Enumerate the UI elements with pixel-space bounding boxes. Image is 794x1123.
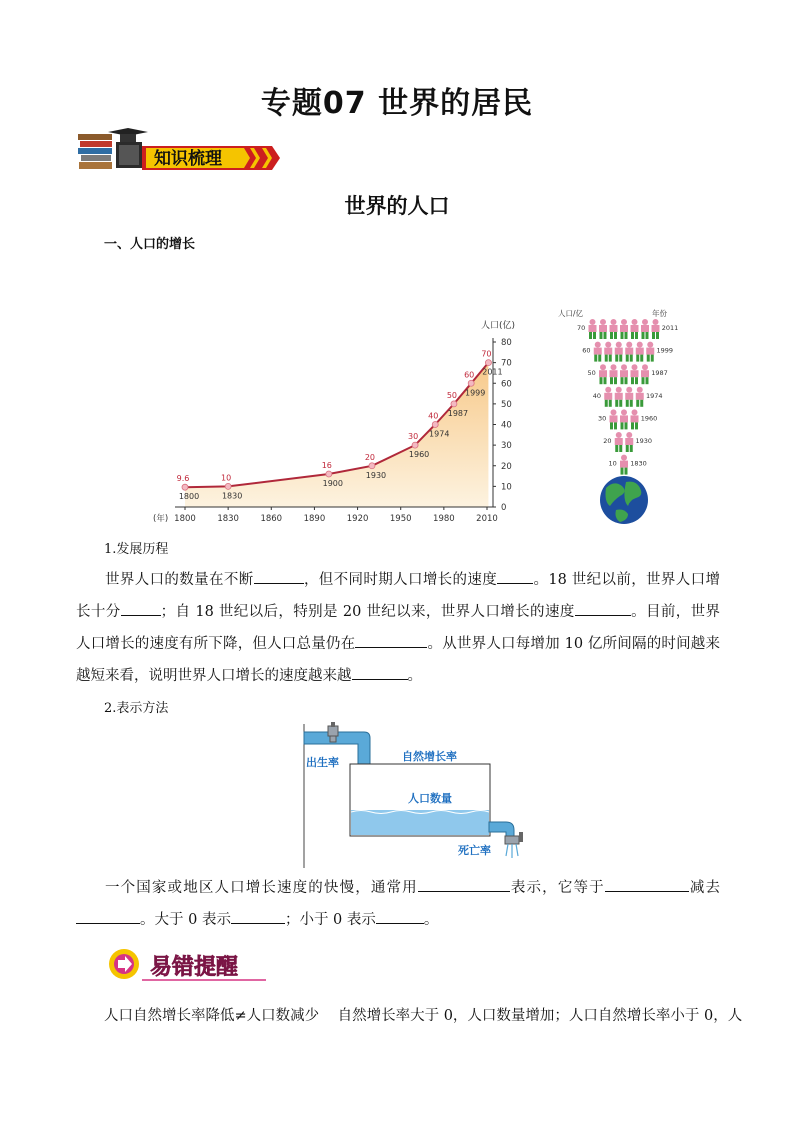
data-year-label: 2011 bbox=[482, 367, 503, 377]
text-segment: 。 bbox=[407, 668, 422, 684]
text-segment: 。 bbox=[423, 912, 439, 928]
subheading-development: 1.发展历程 bbox=[104, 542, 169, 557]
alert-text: 人口自然增长率降低≠人口数减少 自然增长率大于 0，人口数量增加；人口自然增长率小于 0，人 bbox=[104, 1008, 743, 1024]
data-value-label: 10 bbox=[221, 473, 232, 483]
natural-growth-diagram bbox=[300, 722, 530, 872]
error-alert-banner bbox=[106, 944, 286, 984]
death-rate-label: 死亡率 bbox=[458, 844, 491, 857]
text-segment: ，但不同时期人口增长的速度 bbox=[303, 572, 498, 588]
pictogram-row-year: 1960 bbox=[640, 414, 658, 423]
data-point bbox=[412, 442, 418, 448]
alert-label: 易错提醒 bbox=[150, 955, 239, 980]
person-icon bbox=[610, 319, 618, 339]
fill-in-blank bbox=[497, 569, 533, 584]
data-point bbox=[432, 422, 438, 428]
text-segment: ；小于 0 表示 bbox=[284, 912, 376, 928]
data-value-label: 9.6 bbox=[176, 474, 190, 484]
y-tick-label: 10 bbox=[501, 482, 512, 493]
pictogram-row-value: 20 bbox=[603, 437, 612, 445]
person-icon bbox=[636, 387, 644, 407]
data-point bbox=[369, 463, 375, 469]
x-tick-label: 1860 bbox=[260, 514, 283, 524]
person-icon bbox=[589, 319, 597, 339]
person-icon bbox=[631, 364, 639, 384]
data-year-label: 1974 bbox=[429, 429, 450, 439]
person-icon bbox=[620, 409, 628, 429]
data-value-label: 16 bbox=[321, 461, 332, 470]
data-point bbox=[485, 360, 491, 366]
person-icon bbox=[631, 409, 639, 429]
fill-in-blank bbox=[575, 601, 631, 616]
data-year-label: 1960 bbox=[408, 450, 430, 460]
fill-in-blank bbox=[76, 909, 140, 924]
pictogram-ylabel: 人口/亿 bbox=[558, 309, 584, 318]
population-pictogram bbox=[552, 306, 697, 526]
pictogram-xlabel: 年份 bbox=[652, 309, 667, 318]
x-tick-label: 1800 bbox=[174, 514, 196, 524]
data-value-label: 40 bbox=[428, 411, 439, 421]
person-icon bbox=[615, 342, 623, 362]
pictogram-row-year: 1830 bbox=[630, 459, 647, 468]
text-segment: 世界人口的数量在不断 bbox=[105, 572, 254, 588]
person-icon bbox=[599, 364, 607, 384]
subheading-method: 2.表示方法 bbox=[104, 701, 169, 716]
person-icon bbox=[631, 319, 639, 339]
data-point bbox=[225, 483, 231, 489]
person-icon bbox=[641, 319, 649, 339]
y-tick-label: 70 bbox=[501, 358, 512, 369]
person-icon bbox=[620, 364, 628, 384]
text-segment: 表示，它等于 bbox=[509, 880, 605, 896]
pictogram-row-value: 10 bbox=[608, 459, 617, 468]
data-point bbox=[468, 380, 474, 386]
person-icon bbox=[594, 342, 602, 362]
fill-in-blank bbox=[352, 665, 408, 680]
banner-label: 知识梳理 bbox=[154, 149, 222, 169]
person-icon bbox=[615, 432, 623, 452]
text-segment: 。大于 0 表示 bbox=[140, 912, 231, 928]
pictogram-row-value: 50 bbox=[587, 369, 596, 378]
data-value-label: 20 bbox=[364, 452, 376, 462]
development-paragraph bbox=[76, 564, 720, 692]
x-tick-label: 1920 bbox=[346, 514, 369, 524]
person-icon bbox=[625, 432, 633, 452]
y-tick-label: 0 bbox=[501, 503, 507, 513]
fill-in-blank bbox=[121, 601, 161, 616]
text-segment: 一个国家或地区人口增长速度的快慢，通常用 bbox=[105, 880, 418, 896]
person-icon bbox=[641, 364, 649, 384]
data-value-label: 70 bbox=[481, 349, 492, 359]
x-tick-label: 1950 bbox=[389, 514, 412, 524]
natural-growth-label: 自然增长率 bbox=[402, 750, 457, 763]
fill-in-blank bbox=[231, 909, 285, 924]
pictogram-row-value: 70 bbox=[576, 324, 586, 332]
y-tick-label: 20 bbox=[501, 461, 512, 472]
person-icon bbox=[652, 319, 660, 339]
knowledge-banner bbox=[76, 124, 288, 174]
data-value-label: 60 bbox=[464, 370, 475, 380]
data-point bbox=[182, 484, 188, 490]
text-segment: 。从世界人口每增加 10 亿所间隔的时间越来越短来看，说明世界人口增长的速度越来越 bbox=[76, 636, 720, 684]
population-growth-chart bbox=[140, 310, 540, 530]
data-year-label: 1800 bbox=[178, 492, 200, 502]
person-icon bbox=[610, 409, 618, 429]
birth-rate-label: 出生率 bbox=[306, 756, 339, 769]
document-title: 专题07 世界的居民 bbox=[260, 86, 534, 121]
pictogram-row-value: 60 bbox=[582, 346, 591, 355]
y-tick-label: 40 bbox=[501, 420, 512, 431]
alert-arrow-icon bbox=[109, 949, 139, 979]
text-segment: 。18 世纪以前，世界人口增长十分 bbox=[76, 572, 720, 620]
data-year-label: 1830 bbox=[221, 491, 243, 501]
text-segment: 减去 bbox=[688, 880, 721, 896]
data-year-label: 1900 bbox=[322, 479, 343, 488]
pictogram-row-year: 1987 bbox=[651, 369, 668, 378]
x-tick-label: 2010 bbox=[476, 514, 498, 524]
globe-icon bbox=[600, 476, 648, 524]
person-icon bbox=[636, 342, 644, 362]
data-year-label: 1930 bbox=[365, 470, 387, 480]
data-point bbox=[451, 401, 457, 407]
natural-growth-paragraph bbox=[76, 872, 720, 936]
fill-in-blank bbox=[254, 569, 304, 584]
person-icon bbox=[625, 342, 633, 362]
person-icon bbox=[620, 319, 628, 339]
inlet-faucet-icon bbox=[328, 722, 338, 742]
heading-population-growth: 一、人口的增长 bbox=[104, 237, 196, 252]
person-icon bbox=[610, 364, 618, 384]
person-icon bbox=[599, 319, 607, 339]
pictogram-row-value: 40 bbox=[592, 391, 601, 400]
population-label: 人口数量 bbox=[408, 792, 452, 805]
y-tick-label: 50 bbox=[501, 399, 512, 410]
person-icon bbox=[620, 455, 628, 475]
books-icon bbox=[78, 128, 148, 169]
pictogram-row-year: 1999 bbox=[656, 346, 674, 355]
data-value-label: 50 bbox=[446, 390, 458, 400]
text-segment: ；自 18 世纪以后，特别是 20 世纪以来，世界人口增长的速度 bbox=[160, 604, 575, 620]
person-icon bbox=[625, 387, 633, 407]
fill-in-blank bbox=[605, 877, 689, 892]
fill-in-blank bbox=[355, 633, 427, 648]
y-tick-label: 30 bbox=[501, 441, 512, 452]
pictogram-row-year: 2011 bbox=[661, 324, 679, 332]
person-icon bbox=[604, 342, 612, 362]
text-segment: 。目前，世界人口增长的速度有所下降，但人口总量仍在 bbox=[76, 604, 721, 652]
x-axis-label: (年) bbox=[153, 514, 169, 524]
data-year-label: 1987 bbox=[447, 408, 469, 418]
pictogram-row-year: 1974 bbox=[646, 391, 663, 400]
fill-in-blank bbox=[376, 909, 424, 924]
data-value-label: 30 bbox=[408, 432, 419, 442]
x-tick-label: 1830 bbox=[217, 514, 239, 524]
y-tick-label: 60 bbox=[501, 379, 512, 390]
x-tick-label: 1980 bbox=[433, 514, 455, 524]
y-tick-label: 80 bbox=[501, 338, 512, 348]
y-axis-label: 人口(亿) bbox=[481, 321, 516, 331]
person-icon bbox=[604, 387, 612, 407]
pictogram-row-value: 30 bbox=[597, 414, 607, 423]
fill-in-blank bbox=[418, 877, 510, 892]
x-tick-label: 1890 bbox=[303, 514, 326, 524]
section-title: 世界的人口 bbox=[344, 194, 450, 218]
pictogram-row-year: 1930 bbox=[635, 437, 653, 445]
data-point bbox=[326, 471, 332, 477]
person-icon bbox=[646, 342, 654, 362]
data-year-label: 1999 bbox=[465, 388, 486, 398]
person-icon bbox=[615, 387, 623, 407]
